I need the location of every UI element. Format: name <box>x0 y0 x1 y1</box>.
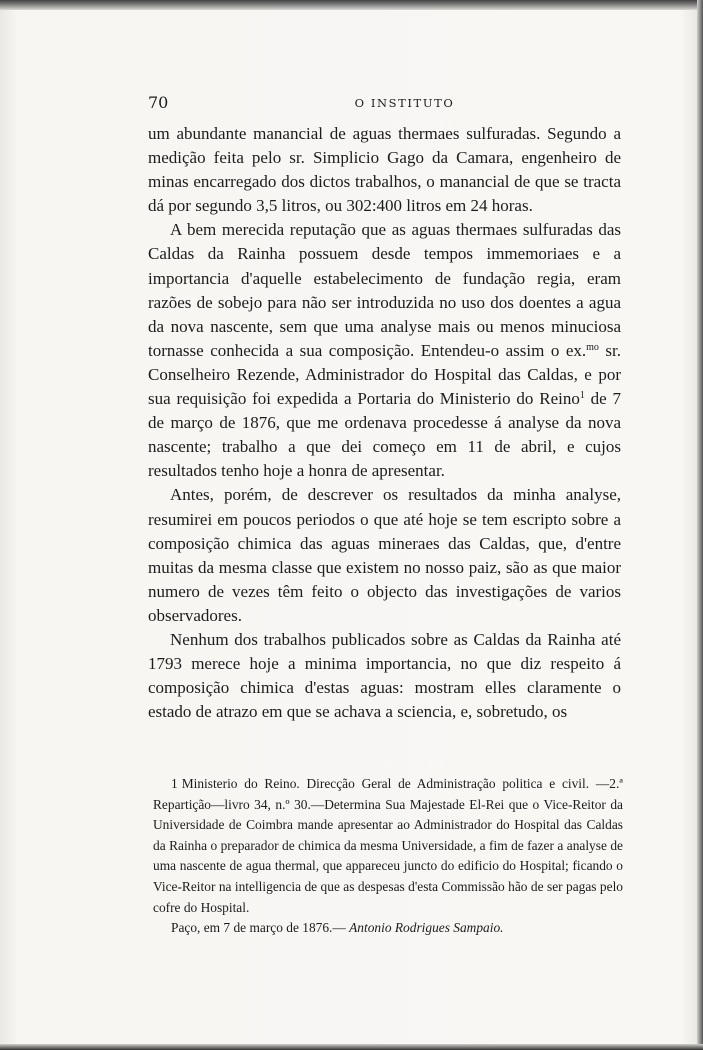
signature-name: Antonio Rodrigues Sampaio. <box>349 920 504 936</box>
page-header <box>148 93 621 113</box>
body-text <box>148 122 621 724</box>
paragraph-3: Antes, porém, de descrever os resultados da minha analyse, resumirei em poucos periodos o que até hoje se tem escripto sobre a composição chimica das aguas mineraes das Caldas, que, d'entre muitas da mesma classe que existem no nosso paiz, são as que maior numero de vezes têm feito o objecto das investigações de varios observadores. <box>148 485 621 625</box>
footnotes <box>153 774 623 939</box>
running-title: O INSTITUTO <box>354 96 455 110</box>
page-top-edge <box>0 0 703 10</box>
paragraph-4: Nenhum dos trabalhos publicados sobre as Caldas da Rainha até 1793 merece hoje a minima importancia, no que diz respeito á composição chimica d'estas aguas: mostram elles claramente o estado de atrazo em que se achava a sciencia, e, sobretudo, os <box>148 629 621 722</box>
page-right-edge <box>697 0 703 1050</box>
paragraph-2-part-1: A bem merecida reputação que as aguas thermaes sulfuradas das Caldas da Rainha possuem desde tempos immemoriaes e a importancia d'aquelle estabelecimento de fundação regia, eram razões de sobejo para não ser introduzida no uso dos doentes a agua da nova nascente, sem que uma analyse mais ou menos minuciosa tornasse conhecida a sua composição. Entendeu-o assim o ex. <box>148 220 621 360</box>
page-bottom-edge <box>0 1044 703 1050</box>
paragraph-2 <box>148 218 621 483</box>
footnote-text: Ministerio do Reino. Direcção Geral de Administração politica e civil. —2.ª Repartição—livro 34, n.º 30.—Determina Sua Majestade El-Rei que o Vice-Reitor da Universidade de Coimbra mande apresentar ao Administrador do Hospital das Caldas da Rainha o preparador de chimica da mesma Universidade, a fim de fazer a analyse de uma nascente de agua thermal, que appareceu juncto do edificio do Hospital; ficando o Vice-Reitor na intelligencia de que as despesas d'esta Commissão hão de ser pagas pelo cofre do Hospital. <box>153 776 623 915</box>
signature-place-date: Paço, em 7 de março de 1876.— <box>171 920 350 936</box>
paragraph-1: um abundante manancial de aguas thermaes sulfuradas. Segundo a medição feita pelo sr. Simplicio Gago da Camara, engenheiro de minas encarregado dos dictos trabalhos, o manancial de que se tracta dá por segundo 3,5 litros, ou 302:400 litros em 24 horas. <box>148 124 621 216</box>
paragraph-2-part-3: de 7 de março de 1876, que me ordenava procedesse á analyse da nova nascente; trabalho a que dei começo em 11 de abril, e cujos resultados tenho hoje a honra de apresentar. <box>148 389 622 481</box>
footnote-1 <box>153 774 623 918</box>
footnote-reference[interactable]: 1 <box>579 390 585 402</box>
superscript-mo: mo <box>586 341 599 353</box>
page-number: 70 <box>148 93 169 112</box>
footnote-number: 1 <box>171 776 178 791</box>
footnote-signature <box>153 918 623 939</box>
paragraph-2-part-2: sr. Conselheiro Rezende, Administrador do Hospital das Caldas, e por sua requisição foi expedida a Portaria do Ministerio do Reino <box>148 340 621 409</box>
